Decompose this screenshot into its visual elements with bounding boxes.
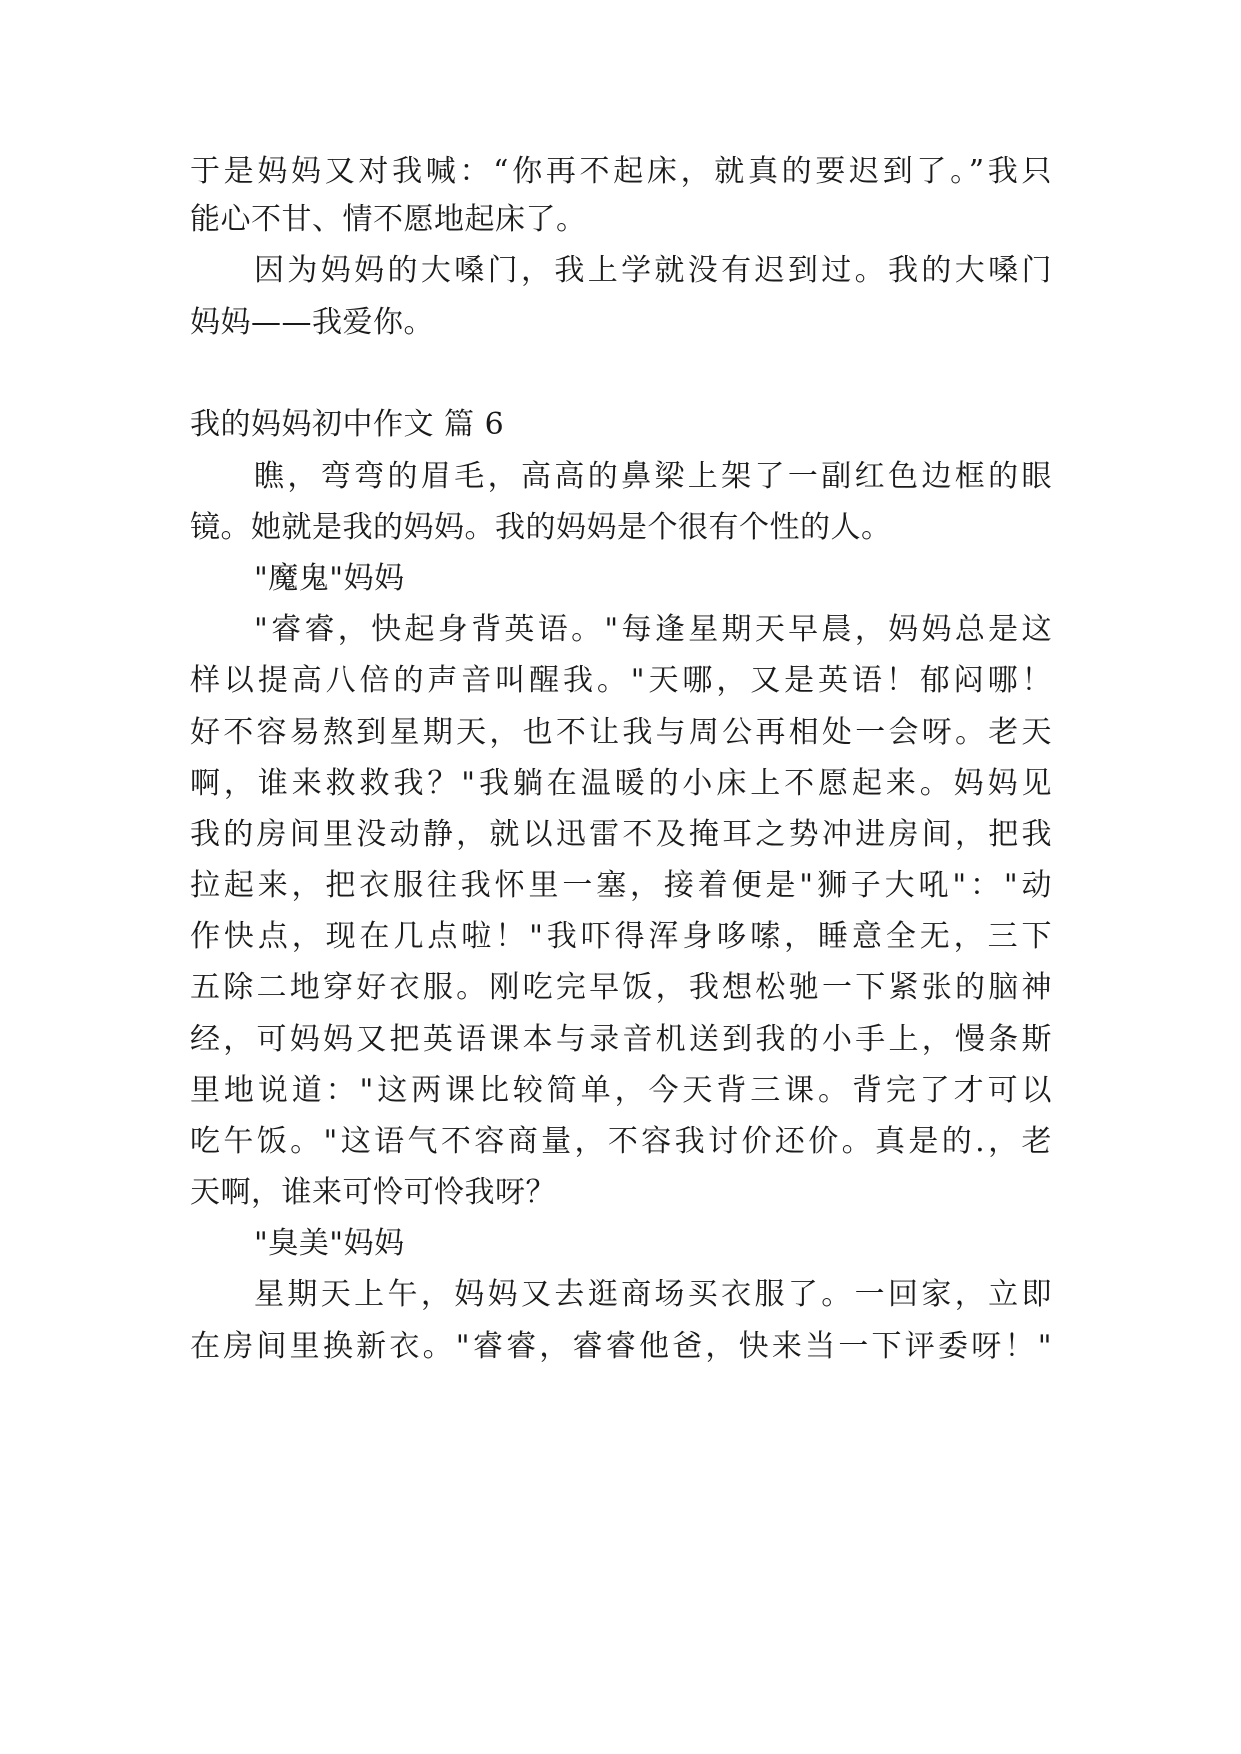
text-line: 样以提高八倍的声音叫醒我。"天哪，又是英语！郁闷哪！ xyxy=(190,663,1052,698)
text-line: 好不容易熬到星期天，也不让我与周公再相处一会呀。老天 xyxy=(190,715,1052,750)
text-line: 作快点，现在几点啦！"我吓得浑身哆嗦，睡意全无，三下 xyxy=(190,919,1052,954)
text-line: "睿睿，快起身背英语。"每逢星期天早晨，妈妈总是这 xyxy=(254,612,1052,647)
text-line: 我的房间里没动静，就以迅雷不及掩耳之势冲进房间，把我 xyxy=(190,817,1052,852)
text-line: 啊，谁来救救我？"我躺在温暖的小床上不愿起来。妈妈见 xyxy=(190,766,1052,801)
text-line: 妈妈——我爱你。 xyxy=(190,305,434,340)
text-line: 吃午饭。"这语气不容商量，不容我讨价还价。真是的.，老 xyxy=(190,1124,1052,1159)
text-line: 瞧，弯弯的眉毛，高高的鼻梁上架了一副红色边框的眼 xyxy=(254,459,1052,494)
text-line: 因为妈妈的大嗓门，我上学就没有迟到过。我的大嗓门 xyxy=(254,253,1052,288)
text-line: 拉起来，把衣服往我怀里一塞，接着便是"狮子大吼"："动 xyxy=(190,868,1052,903)
text-line: 经，可妈妈又把英语课本与录音机送到我的小手上，慢条斯 xyxy=(190,1022,1052,1057)
text-line: 星期天上午，妈妈又去逛商场买衣服了。一回家，立即 xyxy=(254,1277,1052,1312)
text-line: 在房间里换新衣。"睿睿，睿睿他爸，快来当一下评委呀！" xyxy=(190,1329,1052,1364)
text-line: 五除二地穿好衣服。刚吃完早饭，我想松驰一下紧张的脑神 xyxy=(190,970,1052,1005)
text-line: 天啊，谁来可怜可怜我呀？ xyxy=(190,1175,556,1210)
section-heading: 我的妈妈初中作文 篇 6 xyxy=(190,407,505,442)
text-line: 于是妈妈又对我喊：“你再不起床，就真的要迟到了。”我只 xyxy=(190,154,1052,189)
subheading: "臭美"妈妈 xyxy=(254,1226,405,1261)
subheading: "魔鬼"妈妈 xyxy=(254,561,405,596)
text-line: 能心不甘、情不愿地起床了。 xyxy=(190,202,587,237)
text-line: 里地说道："这两课比较简单，今天背三课。背完了才可以 xyxy=(190,1073,1052,1108)
text-line: 镜。她就是我的妈妈。我的妈妈是个很有个性的人。 xyxy=(190,510,892,545)
